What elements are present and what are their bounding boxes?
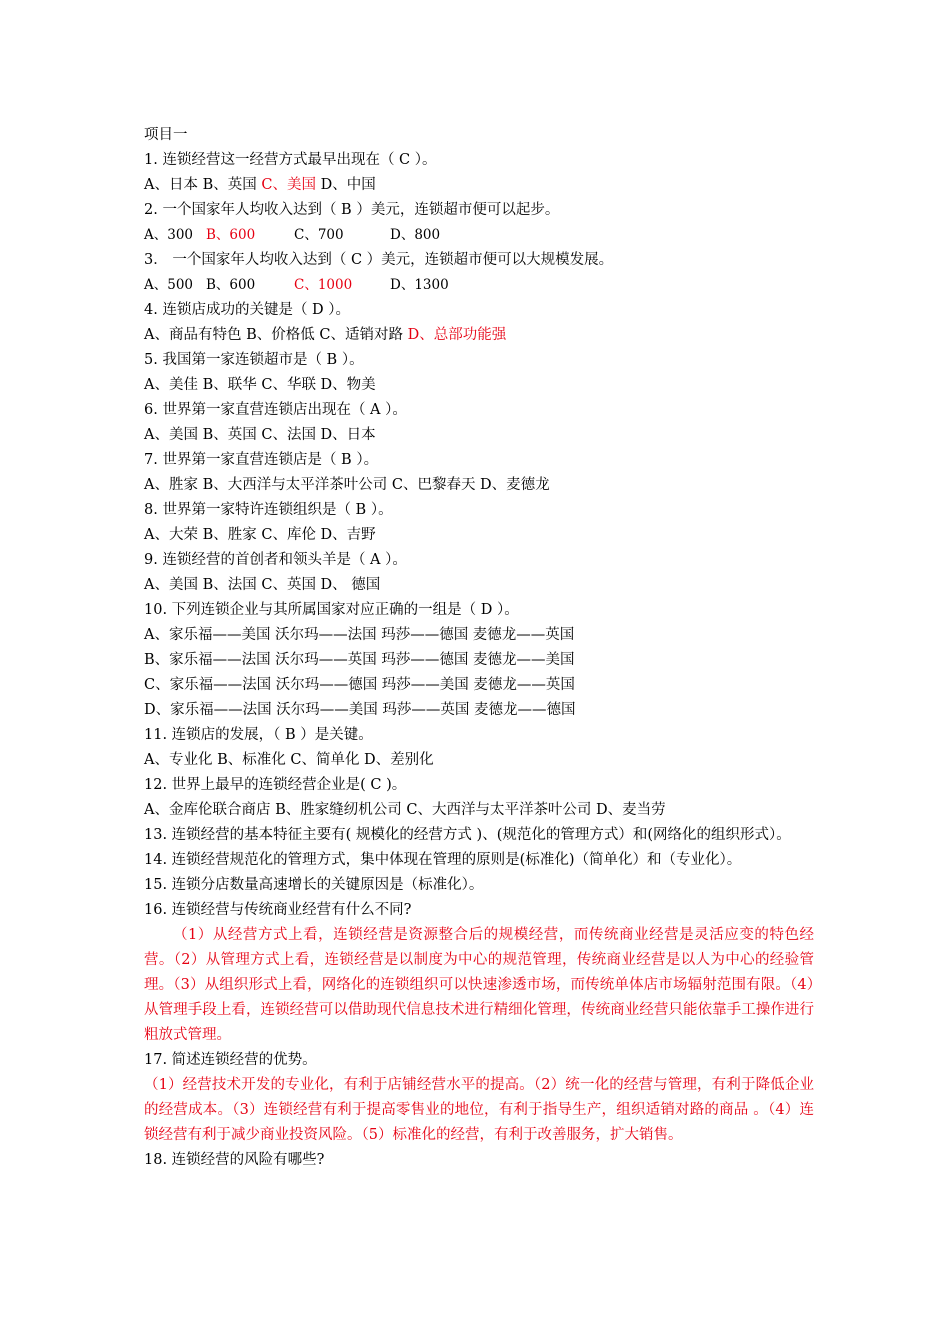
answer-highlight: D、总部功能强 [407, 327, 507, 343]
option-a: A、500 [144, 277, 194, 293]
section-title: 项目一 [144, 127, 188, 143]
option-d: D、1300 [390, 277, 449, 293]
answer-highlight: C、美国 [261, 177, 316, 193]
question-10: 10. 下列连锁企业与其所属国家对应正确的一组是（ D ）。 [144, 602, 519, 618]
question-6: 6. 世界第一家直营连锁店出现在（ A ）。 [144, 402, 407, 418]
question-18: 18. 连锁经营的风险有哪些? [144, 1152, 325, 1168]
document-body [144, 123, 814, 1173]
options-4 [144, 323, 814, 348]
answer-highlight: B、600 [206, 227, 256, 243]
options-9: A、美国 B、法国 C、英国 D、 德国 [144, 577, 381, 593]
question-12: 12. 世界上最早的连锁经营企业是( C )。 [144, 777, 407, 793]
question-16: 16. 连锁经营与传统商业经营有什么不同? [144, 902, 412, 918]
question-7: 7. 世界第一家直营连锁店是（ B ）。 [144, 452, 379, 468]
options-2 [144, 223, 814, 248]
question-4: 4. 连锁店成功的关键是（ D ）。 [144, 302, 351, 318]
options-12: A、金库伦联合商店 B、胜家缝纫机公司 C、大西洋与太平洋茶叶公司 D、麦当劳 [144, 802, 666, 818]
options-5: A、美佳 B、联华 C、华联 D、物美 [144, 377, 376, 393]
option-c: C、700 [294, 227, 344, 243]
options-10-a: A、家乐福——美国 沃尔玛——法国 玛莎——德国 麦德龙——英国 [144, 627, 575, 643]
question-2: 2. 一个国家年人均收入达到（ B ）美元，连锁超市便可以起步。 [144, 202, 560, 218]
question-3: 3． 一个国家年人均收入达到（ C ）美元，连锁超市便可以大规模发展。 [144, 252, 614, 268]
options-6: A、美国 B、英国 C、法国 D、日本 [144, 427, 376, 443]
options-11: A、专业化 B、标准化 C、简单化 D、差别化 [144, 752, 434, 768]
option-text: D、中国 [315, 177, 376, 193]
question-5: 5. 我国第一家连锁超市是（ B ）。 [144, 352, 364, 368]
options-8: A、大荣 B、胜家 C、库伦 D、吉野 [144, 527, 376, 543]
question-9: 9. 连锁经营的首创者和领头羊是（ A ）。 [144, 552, 407, 568]
answer-16: （1）从经营方式上看，连锁经营是资源整合后的规模经营，而传统商业经营是灵活应变的特色经营。（2）从管理方式上看，连锁经营是以制度为中心的规范管理，传统商业经营是以人为中心的经验管理。（3）从组织形式上看，网络化的连锁组织可以快速渗透市场，而传统单体店市场辐射范围有限。（4）从管理手段上看，连锁经营可以借助现代信息技术进行精细化管理，传统商业经营只能依靠手工操作进行粗放式管理。 [144, 927, 814, 1043]
question-14: 14. 连锁经营规范化的管理方式，集中体现在管理的原则是(标准化)（简单化）和（专业化）。 [144, 852, 742, 868]
options-10-c: C、家乐福——法国 沃尔玛——德国 玛莎——美国 麦德龙——英国 [144, 677, 575, 693]
question-15: 15. 连锁分店数量高速增长的关键原因是（标准化）。 [144, 877, 484, 893]
option-b: B、600 [206, 277, 256, 293]
answer-17: （1）经营技术开发的专业化，有利于店铺经营水平的提高。（2）统一化的经营与管理，有利于降低企业的经营成本。（3）连锁经营有利于提高零售业的地位，有利于指导生产，组织适销对路的商品 。（4）连锁经营有利于减少商业投资风险。（5）标准化的经营，有利于改善服务，扩大销售。 [144, 1077, 814, 1143]
options-10-d: D、家乐福——法国 沃尔玛——美国 玛莎——英国 麦德龙——德国 [144, 702, 576, 718]
option-a: A、300 [144, 227, 194, 243]
answer-highlight: C、1000 [294, 277, 353, 293]
question-13: 13. 连锁经营的基本特征主要有( 规模化的经营方式 )、(规范化的管理方式）和(网络化的组织形式）。 [144, 827, 791, 843]
option-d: D、800 [390, 227, 441, 243]
options-1 [144, 173, 814, 198]
option-text: A、日本 B、英国 [144, 177, 262, 193]
question-1: 1. 连锁经营这一经营方式最早出现在（ C ）。 [144, 152, 437, 168]
question-11: 11. 连锁店的发展，（ B ）是关键。 [144, 727, 373, 743]
options-3 [144, 273, 814, 298]
options-7: A、胜家 B、大西洋与太平洋茶叶公司 C、巴黎春天 D、麦德龙 [144, 477, 550, 493]
question-17: 17. 简述连锁经营的优势。 [144, 1052, 317, 1068]
question-8: 8. 世界第一家特许连锁组织是（ B ）。 [144, 502, 393, 518]
options-10-b: B、家乐福——法国 沃尔玛——英国 玛莎——德国 麦德龙——美国 [144, 652, 575, 668]
option-text: A、商品有特色 B、价格低 C、适销对路 [144, 327, 408, 343]
